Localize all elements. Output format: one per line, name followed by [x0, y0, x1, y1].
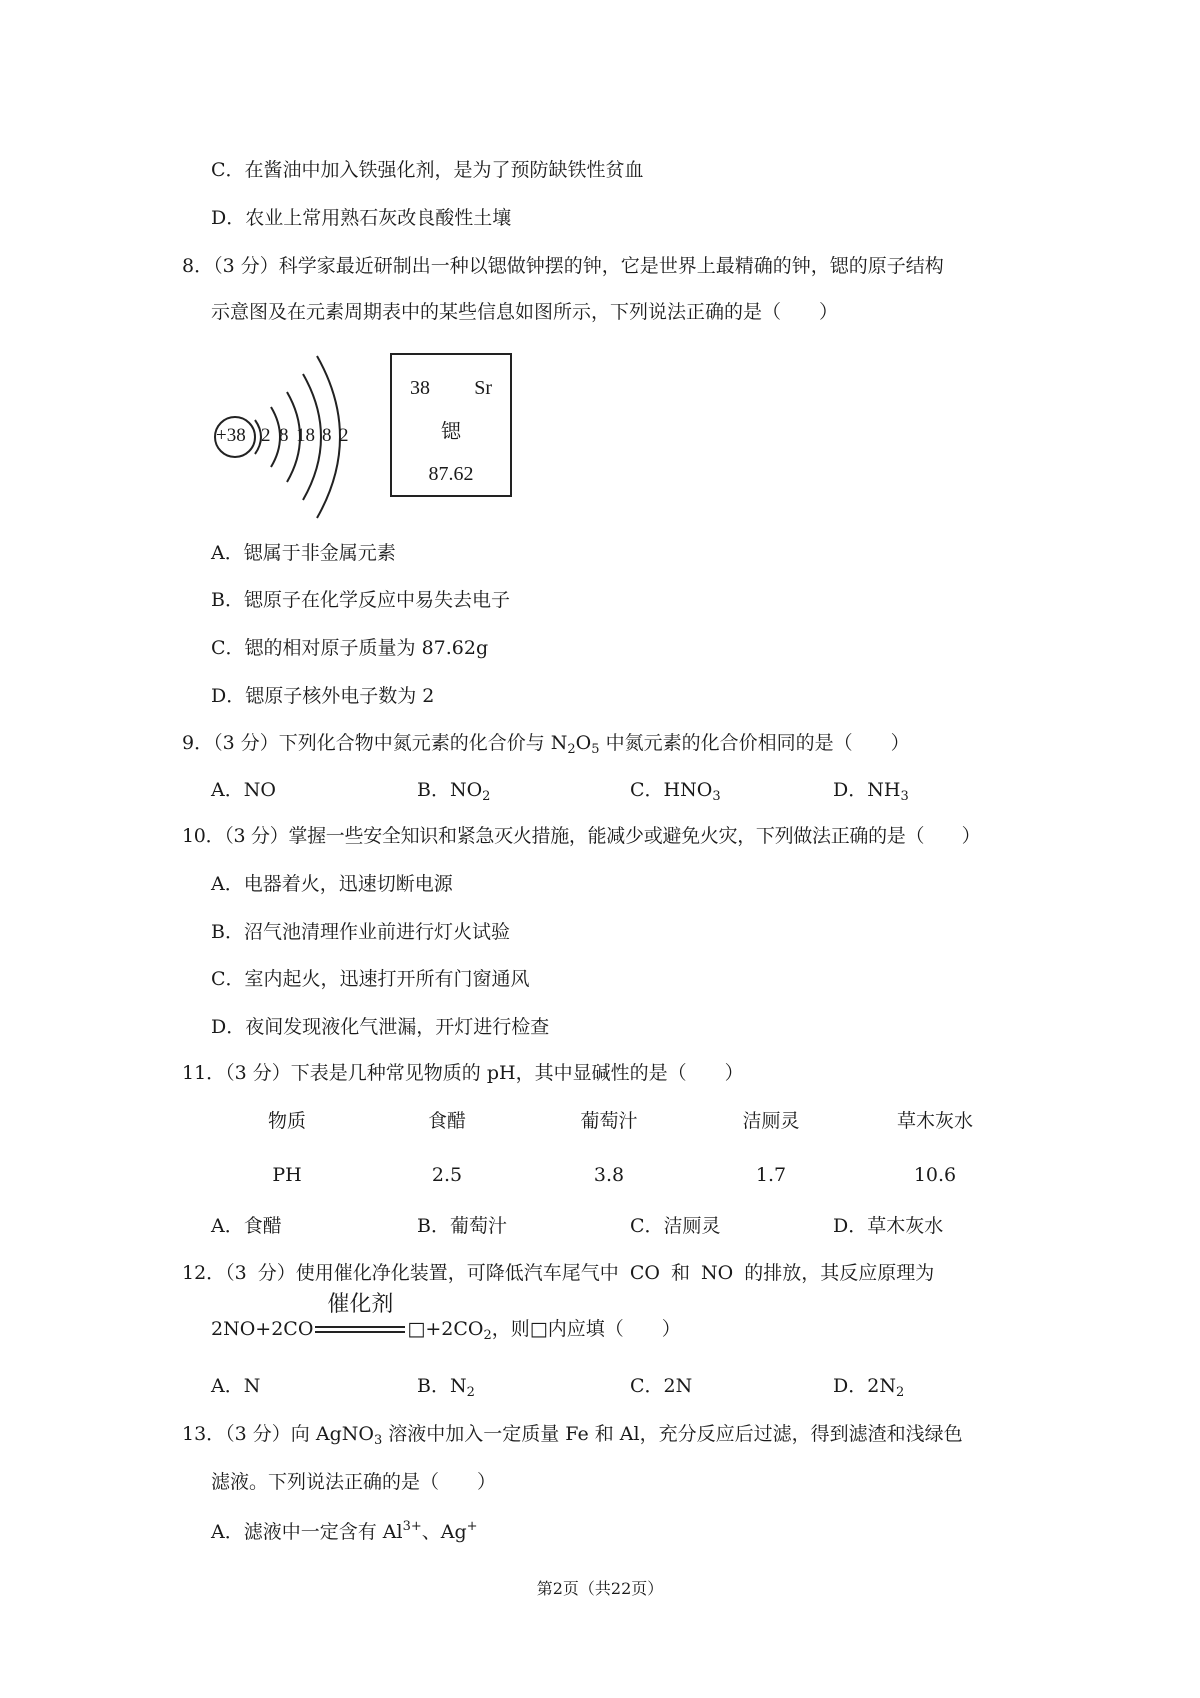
- q12-option-d: D．$2N_2$: [833, 1375, 905, 1400]
- q8-option-d: D．锶原子核外电子数为 2: [211, 685, 435, 707]
- atom-nucleus-charge: +38: [216, 425, 246, 446]
- q7-option-d: D．农业上常用熟石灰改良酸性土壤: [211, 207, 512, 229]
- q11-option-d: D．草木灰水: [833, 1215, 944, 1237]
- q9-option-d: D．$NH_3$: [833, 779, 909, 804]
- periodic-table-cell: [390, 353, 512, 497]
- q8-option-b: B．锶原子在化学反应中易失去电子: [211, 589, 510, 611]
- q8-stem-line1: 8．（3 分）科学家最近研制出一种以锶做钟摆的钟，它是世界上最精确的钟，锶的原子结构: [182, 255, 944, 277]
- q11-option-c: C．洁厕灵: [630, 1215, 721, 1237]
- ph-table-cell: 1.7: [755, 1164, 787, 1186]
- catalyst-label: 催化剂: [327, 1292, 394, 1317]
- q12-equation: 2NO+2CO 催化剂 $□+2CO_2$，则□内应填（ ）: [211, 1292, 681, 1343]
- q12-option-c: C．2N: [630, 1375, 693, 1397]
- page-total: 22: [610, 1579, 632, 1598]
- page-footer: 第2页（共22页）: [536, 1579, 664, 1598]
- q11-stem: 11．（3 分）下表是几种常见物质的 pH，其中显碱性的是（ ）: [182, 1062, 744, 1084]
- atom-shell-4: 8: [322, 425, 332, 446]
- q10-stem: 10．（3 分）掌握一些安全知识和紧急灭火措施，能减少或避免火灾，下列做法正确的是（ ）: [182, 825, 981, 847]
- element-symbol: Sr: [474, 377, 492, 399]
- q12-option-b: B．$N_2$: [417, 1375, 475, 1400]
- atom-shell-1: 2: [261, 425, 271, 446]
- ph-table-header: 洁厕灵: [742, 1110, 800, 1132]
- q9-option-a: A．NO: [211, 779, 276, 801]
- ph-table-header: 草木灰水: [896, 1110, 974, 1132]
- ph-table-cell: 10.6: [913, 1164, 957, 1186]
- q11-option-b: B．葡萄汁: [417, 1215, 507, 1237]
- catalyst-arrow: [315, 1292, 405, 1336]
- q12-stem-line1: 12．（3 分）使用催化净化装置，可降低汽车尾气中 CO 和 NO 的排放，其反应原理为: [182, 1262, 935, 1284]
- atomic-mass: 87.62: [428, 463, 474, 485]
- q12-option-a: A．N: [211, 1375, 261, 1397]
- q11-option-a: A．食醋: [211, 1215, 282, 1237]
- q8-stem-line2: 示意图及在元素周期表中的某些信息如图所示，下列说法正确的是（ ）: [211, 301, 839, 323]
- q7-option-c: C．在酱油中加入铁强化剂，是为了预防缺铁性贫血: [211, 159, 644, 181]
- ph-table-cell: 2.5: [431, 1164, 463, 1186]
- q9-option-c: C．$HNO_3$: [630, 779, 721, 804]
- ph-table-header: 食醋: [427, 1110, 467, 1132]
- q10-option-b: B．沼气池清理作业前进行灯火试验: [211, 921, 510, 943]
- q13-stem-line1: 13．（3 分）向 AgNO$_3$ 溶液中加入一定质量 Fe 和 Al，充分反应后过滤，得到滤渣和浅绿色: [182, 1423, 963, 1448]
- atomic-number: 38: [410, 377, 430, 399]
- atom-shell-5: 2: [339, 425, 349, 446]
- q8-option-a: A．锶属于非金属元素: [211, 542, 396, 564]
- q10-option-a: A．电器着火，迅速切断电源: [211, 873, 453, 895]
- q10-option-c: C．室内起火，迅速打开所有门窗通风: [211, 968, 530, 990]
- q13-stem-line2: 滤液。下列说法正确的是（ ）: [211, 1471, 497, 1493]
- ph-table-header: 葡萄汁: [580, 1110, 638, 1132]
- ph-table-cell: 3.8: [593, 1164, 625, 1186]
- element-name: 锶: [441, 421, 461, 443]
- page-number: 2: [552, 1579, 563, 1598]
- atom-shell-3: 18: [296, 425, 315, 446]
- ph-table-cell: PH: [272, 1164, 302, 1186]
- q9-stem: 9．（3 分）下列化合物中氮元素的化合价与 $N_2O_5$ 中氮元素的化合价相同的是（ ）: [182, 732, 910, 757]
- q8-option-c: C．锶的相对原子质量为 87.62g: [211, 637, 489, 659]
- ph-table-header: 物质: [267, 1110, 307, 1132]
- atom-shell-2: 8: [279, 425, 289, 446]
- q9-option-b: B．$NO_2$: [417, 779, 491, 804]
- q10-option-d: D．夜间发现液化气泄漏，开灯进行检查: [211, 1016, 550, 1038]
- atomic-structure-diagram: [205, 340, 365, 535]
- q13-option-a: A．滤液中一定含有 $Al^{3+}$、Ag+: [211, 1519, 478, 1543]
